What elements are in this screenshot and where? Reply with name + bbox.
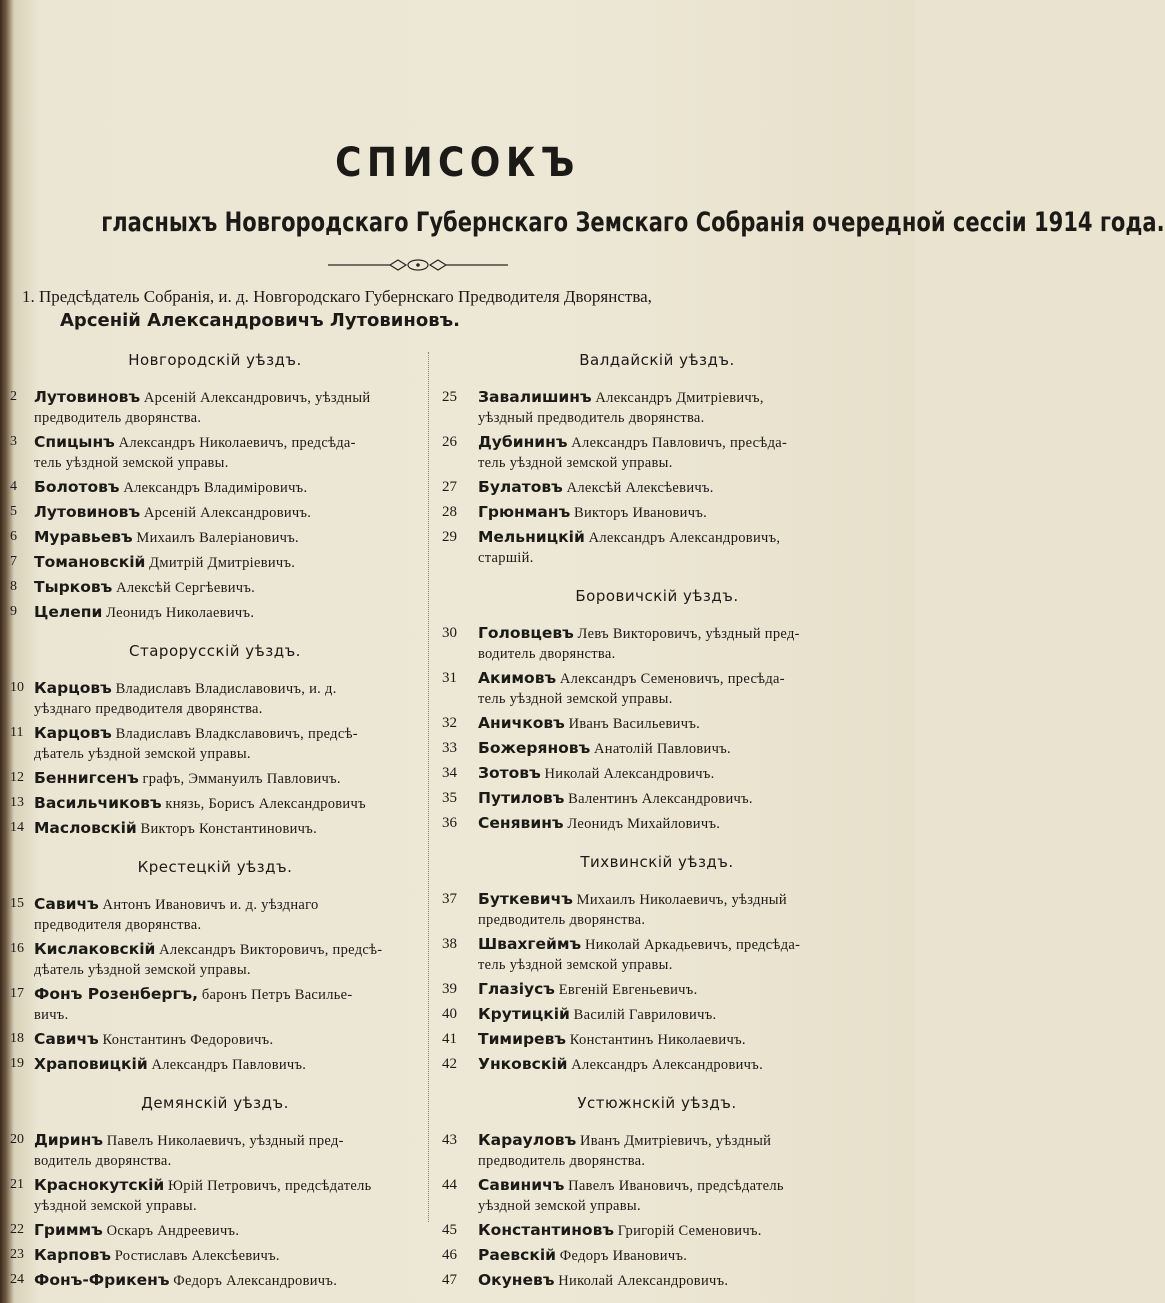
entry-number: 35 xyxy=(442,790,457,806)
entry-number: 7 xyxy=(10,554,17,569)
list-item xyxy=(442,1054,872,1075)
entry-given-names: Валентинъ Александровичъ. xyxy=(568,791,753,807)
district-gap xyxy=(442,838,872,852)
entry-surname: Грюнманъ xyxy=(478,503,571,521)
entry-surname: Булатовъ xyxy=(478,478,563,496)
entry-continuation: водитель дворянства. xyxy=(34,1153,172,1169)
entry-surname: Беннигсенъ xyxy=(34,769,139,787)
entry-number: 10 xyxy=(10,680,24,695)
entry-number: 19 xyxy=(10,1056,24,1071)
entry-continuation: уѣздной земской управы. xyxy=(34,1198,197,1214)
list-item xyxy=(10,1029,420,1050)
list-item xyxy=(10,723,420,764)
list-item xyxy=(442,763,872,784)
entry-number: 3 xyxy=(10,434,17,449)
entry-continuation: тель уѣздной земской управы. xyxy=(34,455,229,471)
entry-number: 42 xyxy=(442,1056,457,1072)
document-subtitle: гласныхъ Новгородскаго Губернскаго Земскаго Собранія очередной сессіи 1914 года. xyxy=(101,207,1165,238)
entry-given-names: Николай Александровичъ. xyxy=(544,766,715,782)
entry-continuation: предводителя дворянства. xyxy=(34,917,202,933)
list-item xyxy=(442,1270,872,1291)
district-heading: Боровичскій уѣздъ. xyxy=(575,587,739,605)
entry-number: 39 xyxy=(442,981,457,997)
entry-surname: Лутовиновъ xyxy=(34,503,141,521)
entry-surname: Масловскій xyxy=(34,819,137,837)
entry-surname: Завалишинъ xyxy=(478,388,592,406)
entry-given-names: Михаилъ Николаевичъ, уѣздный xyxy=(576,892,787,908)
list-item xyxy=(10,527,420,548)
entry-surname: Карауловъ xyxy=(478,1131,577,1149)
entry-given-names: Юрій Петровичъ, предсѣдатель xyxy=(168,1178,372,1194)
chairman-name: Арсеній Александровичъ Лутовиновъ. xyxy=(60,310,460,331)
entry-number: 38 xyxy=(442,936,457,952)
list-item xyxy=(442,668,872,709)
entry-continuation: дѣатель уѣздной земской управы. xyxy=(34,962,251,978)
list-item xyxy=(10,1130,420,1171)
list-item xyxy=(10,1175,420,1216)
entry-continuation: старшій. xyxy=(478,550,534,566)
entry-number: 22 xyxy=(10,1222,24,1237)
entry-given-names: Владиславъ Владиславовичъ, и. д. xyxy=(115,681,337,697)
entry-given-names: Павелъ Николаевичъ, уѣздный пред- xyxy=(106,1133,344,1149)
entry-given-names: Александръ Семеновичъ, пресѣда- xyxy=(559,671,785,687)
entry-surname: Савиничъ xyxy=(478,1176,565,1194)
entry-surname: Сенявинъ xyxy=(478,814,564,832)
document-title: СПИСОКЪ xyxy=(335,140,580,186)
entry-given-names: князь, Борисъ Александровичъ xyxy=(165,796,366,812)
entry-surname: Швахгеймъ xyxy=(478,935,582,953)
entry-surname: Савичъ xyxy=(34,1030,99,1048)
entry-given-names: Константинъ Николаевичъ. xyxy=(569,1032,746,1048)
district-gap xyxy=(10,1079,420,1093)
list-item xyxy=(10,678,420,719)
list-item xyxy=(10,793,420,814)
list-item xyxy=(442,713,872,734)
district-heading: Демянскій уѣздъ. xyxy=(141,1094,289,1112)
entry-continuation: предводитель дворянства. xyxy=(478,912,646,928)
entry-given-names: Александръ Александровичъ. xyxy=(571,1057,764,1073)
entry-number: 18 xyxy=(10,1031,24,1046)
list-item xyxy=(442,1175,872,1216)
entry-number: 2 xyxy=(10,389,17,404)
entry-surname: Томановскій xyxy=(34,553,146,571)
entry-surname: Болотовъ xyxy=(34,478,120,496)
list-item xyxy=(442,889,872,930)
district-gap xyxy=(10,843,420,857)
entry-surname: Карповъ xyxy=(34,1246,112,1264)
entry-surname: Константиновъ xyxy=(478,1221,615,1239)
entry-surname: Путиловъ xyxy=(478,789,565,807)
entry-surname: Крутицкій xyxy=(478,1005,570,1023)
entry-number: 21 xyxy=(10,1177,24,1192)
list-item xyxy=(442,788,872,809)
entry-continuation: уѣзднаго предводителя дворянства. xyxy=(34,701,263,717)
entry-number: 37 xyxy=(442,891,457,907)
entry-given-names: Антонъ Ивановичъ и. д. уѣзднаго xyxy=(102,897,319,913)
entry-number: 6 xyxy=(10,529,17,544)
list-item xyxy=(10,818,420,839)
entry-number: 30 xyxy=(442,625,457,641)
entry-surname: Аничковъ xyxy=(478,714,565,732)
entry-given-names: Григорій Семеновичъ. xyxy=(617,1223,762,1239)
entry-number: 44 xyxy=(442,1177,457,1193)
entry-given-names: Ростиславъ Алексѣевичъ. xyxy=(114,1248,280,1264)
entry-given-names: Владиславъ Владкславовичъ, предсѣ- xyxy=(115,726,358,742)
entry-given-names: Николай Александровичъ. xyxy=(558,1273,729,1289)
list-item xyxy=(10,602,420,623)
entry-surname: Лутовиновъ xyxy=(34,388,141,406)
chairman-number: 1. xyxy=(22,287,35,306)
entry-number: 15 xyxy=(10,896,24,911)
entry-surname: Васильчиковъ xyxy=(34,794,162,812)
entry-given-names: Василій Гавриловичъ. xyxy=(573,1007,717,1023)
entry-continuation: уѣздной земской управы. xyxy=(478,1198,641,1214)
entry-number: 36 xyxy=(442,815,457,831)
entry-given-names: Александръ Викторовичъ, предсѣ- xyxy=(159,942,383,958)
entry-given-names: Николай Аркадьевичъ, предсѣда- xyxy=(584,937,801,953)
list-item xyxy=(10,387,420,428)
entry-given-names: Леонидъ Михайловичъ. xyxy=(567,816,721,832)
entry-surname: Фонъ-Фрикенъ xyxy=(34,1271,170,1289)
list-item xyxy=(442,502,872,523)
entry-surname: Кислаковскій xyxy=(34,940,156,958)
list-item xyxy=(10,939,420,980)
entry-given-names: Константинъ Федоровичъ. xyxy=(102,1032,274,1048)
list-item xyxy=(442,934,872,975)
entry-continuation: тель уѣздной земской управы. xyxy=(478,455,673,471)
entry-given-names: Викторъ Константиновичъ. xyxy=(140,821,317,837)
entry-surname: Карцовъ xyxy=(34,724,112,742)
entry-number: 8 xyxy=(10,579,17,594)
entry-number: 14 xyxy=(10,820,24,835)
district-heading: Крестецкій уѣздъ. xyxy=(137,858,293,876)
entry-number: 31 xyxy=(442,670,457,686)
entry-given-names: Александръ Александровичъ, xyxy=(588,530,781,546)
list-item xyxy=(442,1029,872,1050)
entry-number: 43 xyxy=(442,1132,457,1148)
entry-surname: Дубининъ xyxy=(478,433,568,451)
list-item xyxy=(442,527,872,568)
entry-surname: Храповицкій xyxy=(34,1055,148,1073)
entry-continuation: тель уѣздной земской управы. xyxy=(478,691,673,707)
entry-number: 11 xyxy=(10,725,24,740)
entry-surname: Карцовъ xyxy=(34,679,112,697)
entry-continuation: дѣатель уѣздной земской управы. xyxy=(34,746,251,762)
entry-given-names: Леонидъ Николаевичъ. xyxy=(106,605,255,621)
list-item xyxy=(10,577,420,598)
entry-given-names: Александръ Павловичъ, пресѣда- xyxy=(571,435,788,451)
district-gap xyxy=(10,627,420,641)
entry-number: 5 xyxy=(10,504,17,519)
district-heading: Устюжнскій уѣздъ. xyxy=(577,1094,737,1112)
entry-surname: Краснокутскій xyxy=(34,1176,165,1194)
list-item xyxy=(442,1130,872,1171)
entry-given-names: Викторъ Ивановичъ. xyxy=(574,505,708,521)
list-item xyxy=(10,1245,420,1266)
entry-number: 47 xyxy=(442,1272,457,1288)
entry-number: 25 xyxy=(442,389,457,405)
entry-given-names: Павелъ Ивановичъ, предсѣдатель xyxy=(568,1178,784,1194)
list-item xyxy=(442,432,872,473)
entry-number: 29 xyxy=(442,529,457,545)
entry-given-names: Анатолій Павловичъ. xyxy=(594,741,731,757)
list-item xyxy=(442,1220,872,1241)
entry-surname: Буткевичъ xyxy=(478,890,573,908)
entry-surname: Диринъ xyxy=(34,1131,103,1149)
chairman-title: Предсѣдатель Собранія, и. д. Новгородскаго Губернскаго Предводителя Дворянства, xyxy=(39,287,652,306)
list-item xyxy=(10,432,420,473)
list-item xyxy=(442,1004,872,1025)
entry-given-names: Оскаръ Андреевичъ. xyxy=(106,1223,240,1239)
entry-given-names: Александръ Дмитріевичъ, xyxy=(595,390,764,406)
list-item xyxy=(442,813,872,834)
entry-number: 32 xyxy=(442,715,457,731)
entry-number: 13 xyxy=(10,795,24,810)
entry-given-names: Арсеній Александровичъ, уѣздный xyxy=(143,390,371,406)
entry-number: 20 xyxy=(10,1132,24,1147)
entry-continuation: вичъ. xyxy=(34,1007,69,1023)
list-item xyxy=(442,979,872,1000)
entry-surname: Тимиревъ xyxy=(478,1030,567,1048)
entry-continuation: тель уѣздной земской управы. xyxy=(478,957,673,973)
entry-surname: Окуневъ xyxy=(478,1271,555,1289)
right-column xyxy=(442,350,872,1295)
list-item xyxy=(10,502,420,523)
entry-surname: Зотовъ xyxy=(478,764,541,782)
entry-surname: Раевскій xyxy=(478,1246,557,1264)
entry-number: 28 xyxy=(442,504,457,520)
entry-number: 4 xyxy=(10,479,17,494)
list-item xyxy=(442,387,872,428)
entry-continuation: предводитель дворянства. xyxy=(478,1153,646,1169)
entry-surname: Мельницкій xyxy=(478,528,585,546)
entry-continuation: предводитель дворянства. xyxy=(34,410,202,426)
list-item xyxy=(10,768,420,789)
entry-surname: Муравьевъ xyxy=(34,528,133,546)
entry-surname: Фонъ Розенбергъ, xyxy=(34,985,199,1003)
entry-number: 45 xyxy=(442,1222,457,1238)
entry-given-names: Федоръ Ивановичъ. xyxy=(559,1248,688,1264)
entry-number: 9 xyxy=(10,604,17,619)
entry-given-names: баронъ Петръ Василье- xyxy=(201,987,353,1003)
list-item xyxy=(442,477,872,498)
list-item xyxy=(10,894,420,935)
list-item xyxy=(10,552,420,573)
entry-surname: Унковскій xyxy=(478,1055,568,1073)
entry-given-names: Алексѣй Алексѣевичъ. xyxy=(566,480,714,496)
entry-given-names: Михаилъ Валеріановичъ. xyxy=(136,530,299,546)
list-item xyxy=(442,738,872,759)
entry-given-names: Арсеній Александровичъ. xyxy=(143,505,312,521)
district-gap xyxy=(442,1079,872,1093)
entry-given-names: Федоръ Александровичъ. xyxy=(173,1273,338,1289)
entry-given-names: Алексѣй Сергѣевичъ. xyxy=(116,580,256,596)
entry-number: 46 xyxy=(442,1247,457,1263)
entry-given-names: Иванъ Васильевичъ. xyxy=(568,716,701,732)
entry-number: 26 xyxy=(442,434,457,450)
ornament-divider-icon xyxy=(328,256,508,274)
entry-number: 33 xyxy=(442,740,457,756)
list-item xyxy=(10,984,420,1025)
entry-number: 12 xyxy=(10,770,24,785)
entry-surname: Головцевъ xyxy=(478,624,574,642)
entry-surname: Целепи xyxy=(34,603,103,621)
entry-continuation: уѣздный предводитель дворянства. xyxy=(478,410,705,426)
chairman-entry xyxy=(22,286,882,331)
entry-number: 16 xyxy=(10,941,24,956)
list-item xyxy=(10,1220,420,1241)
entry-surname: Савичъ xyxy=(34,895,99,913)
district-gap xyxy=(442,572,872,586)
entry-given-names: Левъ Викторовичъ, уѣздный пред- xyxy=(577,626,800,642)
list-item xyxy=(10,1054,420,1075)
entry-given-names: Александръ Павловичъ. xyxy=(151,1057,307,1073)
left-column xyxy=(10,350,420,1295)
entry-surname: Акимовъ xyxy=(478,669,557,687)
district-heading: Старорусскій уѣздъ. xyxy=(129,642,301,660)
list-item xyxy=(10,1270,420,1291)
entry-surname: Глазіусъ xyxy=(478,980,555,998)
entry-surname: Спицынъ xyxy=(34,433,115,451)
entry-given-names: графъ, Эммануилъ Павловичъ. xyxy=(142,771,341,787)
entry-number: 17 xyxy=(10,986,24,1001)
entry-surname: Тырковъ xyxy=(34,578,113,596)
entry-surname: Гриммъ xyxy=(34,1221,103,1239)
entry-number: 27 xyxy=(442,479,457,495)
column-divider xyxy=(428,352,429,1222)
entry-continuation: водитель дворянства. xyxy=(478,646,616,662)
entry-given-names: Александръ Николаевичъ, предсѣда- xyxy=(118,435,356,451)
district-heading: Валдайскій уѣздъ. xyxy=(579,351,735,369)
entry-number: 34 xyxy=(442,765,457,781)
entry-given-names: Евгеній Евгеньевичъ. xyxy=(558,982,698,998)
list-item xyxy=(442,623,872,664)
entry-given-names: Иванъ Дмитріевичъ, уѣздный xyxy=(580,1133,772,1149)
list-item xyxy=(10,477,420,498)
entry-number: 24 xyxy=(10,1272,24,1287)
district-heading: Новгородскій уѣздъ. xyxy=(128,351,302,369)
entry-number: 40 xyxy=(442,1006,457,1022)
district-heading: Тихвинскій уѣздъ. xyxy=(580,853,734,871)
entry-number: 41 xyxy=(442,1031,457,1047)
entry-given-names: Дмитрій Дмитріевичъ. xyxy=(149,555,296,571)
entry-number: 23 xyxy=(10,1247,24,1262)
list-item xyxy=(442,1245,872,1266)
entry-given-names: Александръ Владиміровичъ. xyxy=(123,480,308,496)
entry-surname: Божеряновъ xyxy=(478,739,591,757)
